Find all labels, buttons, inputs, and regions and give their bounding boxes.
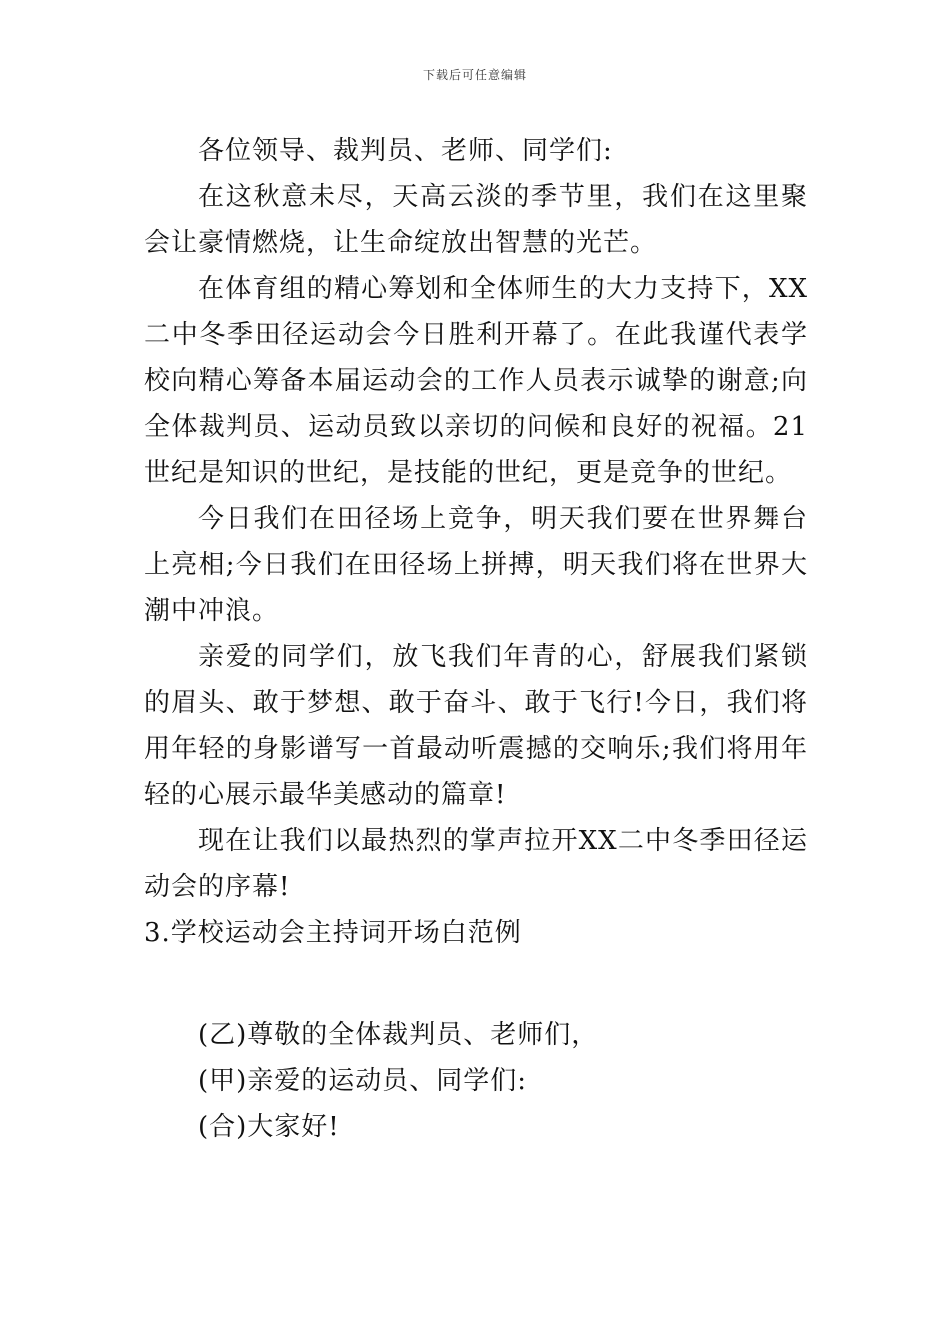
spacer: [144, 956, 808, 1012]
paragraph: 现在让我们以最热烈的掌声拉开XX二中冬季田径运动会的序幕!: [144, 826, 808, 902]
paragraph: 亲爱的同学们，放飞我们年青的心，舒展我们紧锁的眉头、敢于梦想、敢于奋斗、敢于飞行!今日，我们将用年轻的身影谱写一首最动听震撼的交响乐;我们将用年轻的心展示最华美感动的篇章!: [144, 642, 808, 810]
salutation: 各位领导、裁判员、老师、同学们:: [198, 136, 613, 166]
dialogue-line: (乙)尊敬的全体裁判员、老师们，: [198, 1020, 599, 1050]
dialogue-line: (合)大家好!: [198, 1112, 340, 1142]
document-body: [144, 128, 808, 1150]
paragraph: 今日我们在田径场上竞争，明天我们要在世界舞台上亮相;今日我们在田径场上拼搏，明天我们将在世界大潮中冲浪。: [144, 504, 808, 626]
dialogue-line: (甲)亲爱的运动员、同学们:: [198, 1066, 528, 1096]
paragraph: 在体育组的精心筹划和全体师生的大力支持下，XX二中冬季田径运动会今日胜利开幕了。在此我谨代表学校向精心筹备本届运动会的工作人员表示诚挚的谢意;向全体裁判员、运动员致以亲切的问候和良好的祝福。21世纪是知识的世纪，是技能的世纪，更是竞争的世纪。: [144, 274, 808, 488]
paragraph: 在这秋意未尽，天高云淡的季节里，我们在这里聚会让豪情燃烧，让生命绽放出智慧的光芒。: [144, 182, 808, 258]
page-header: 下载后可任意编辑: [422, 68, 527, 82]
section-heading: 3.学校运动会主持词开场白范例: [144, 918, 522, 948]
